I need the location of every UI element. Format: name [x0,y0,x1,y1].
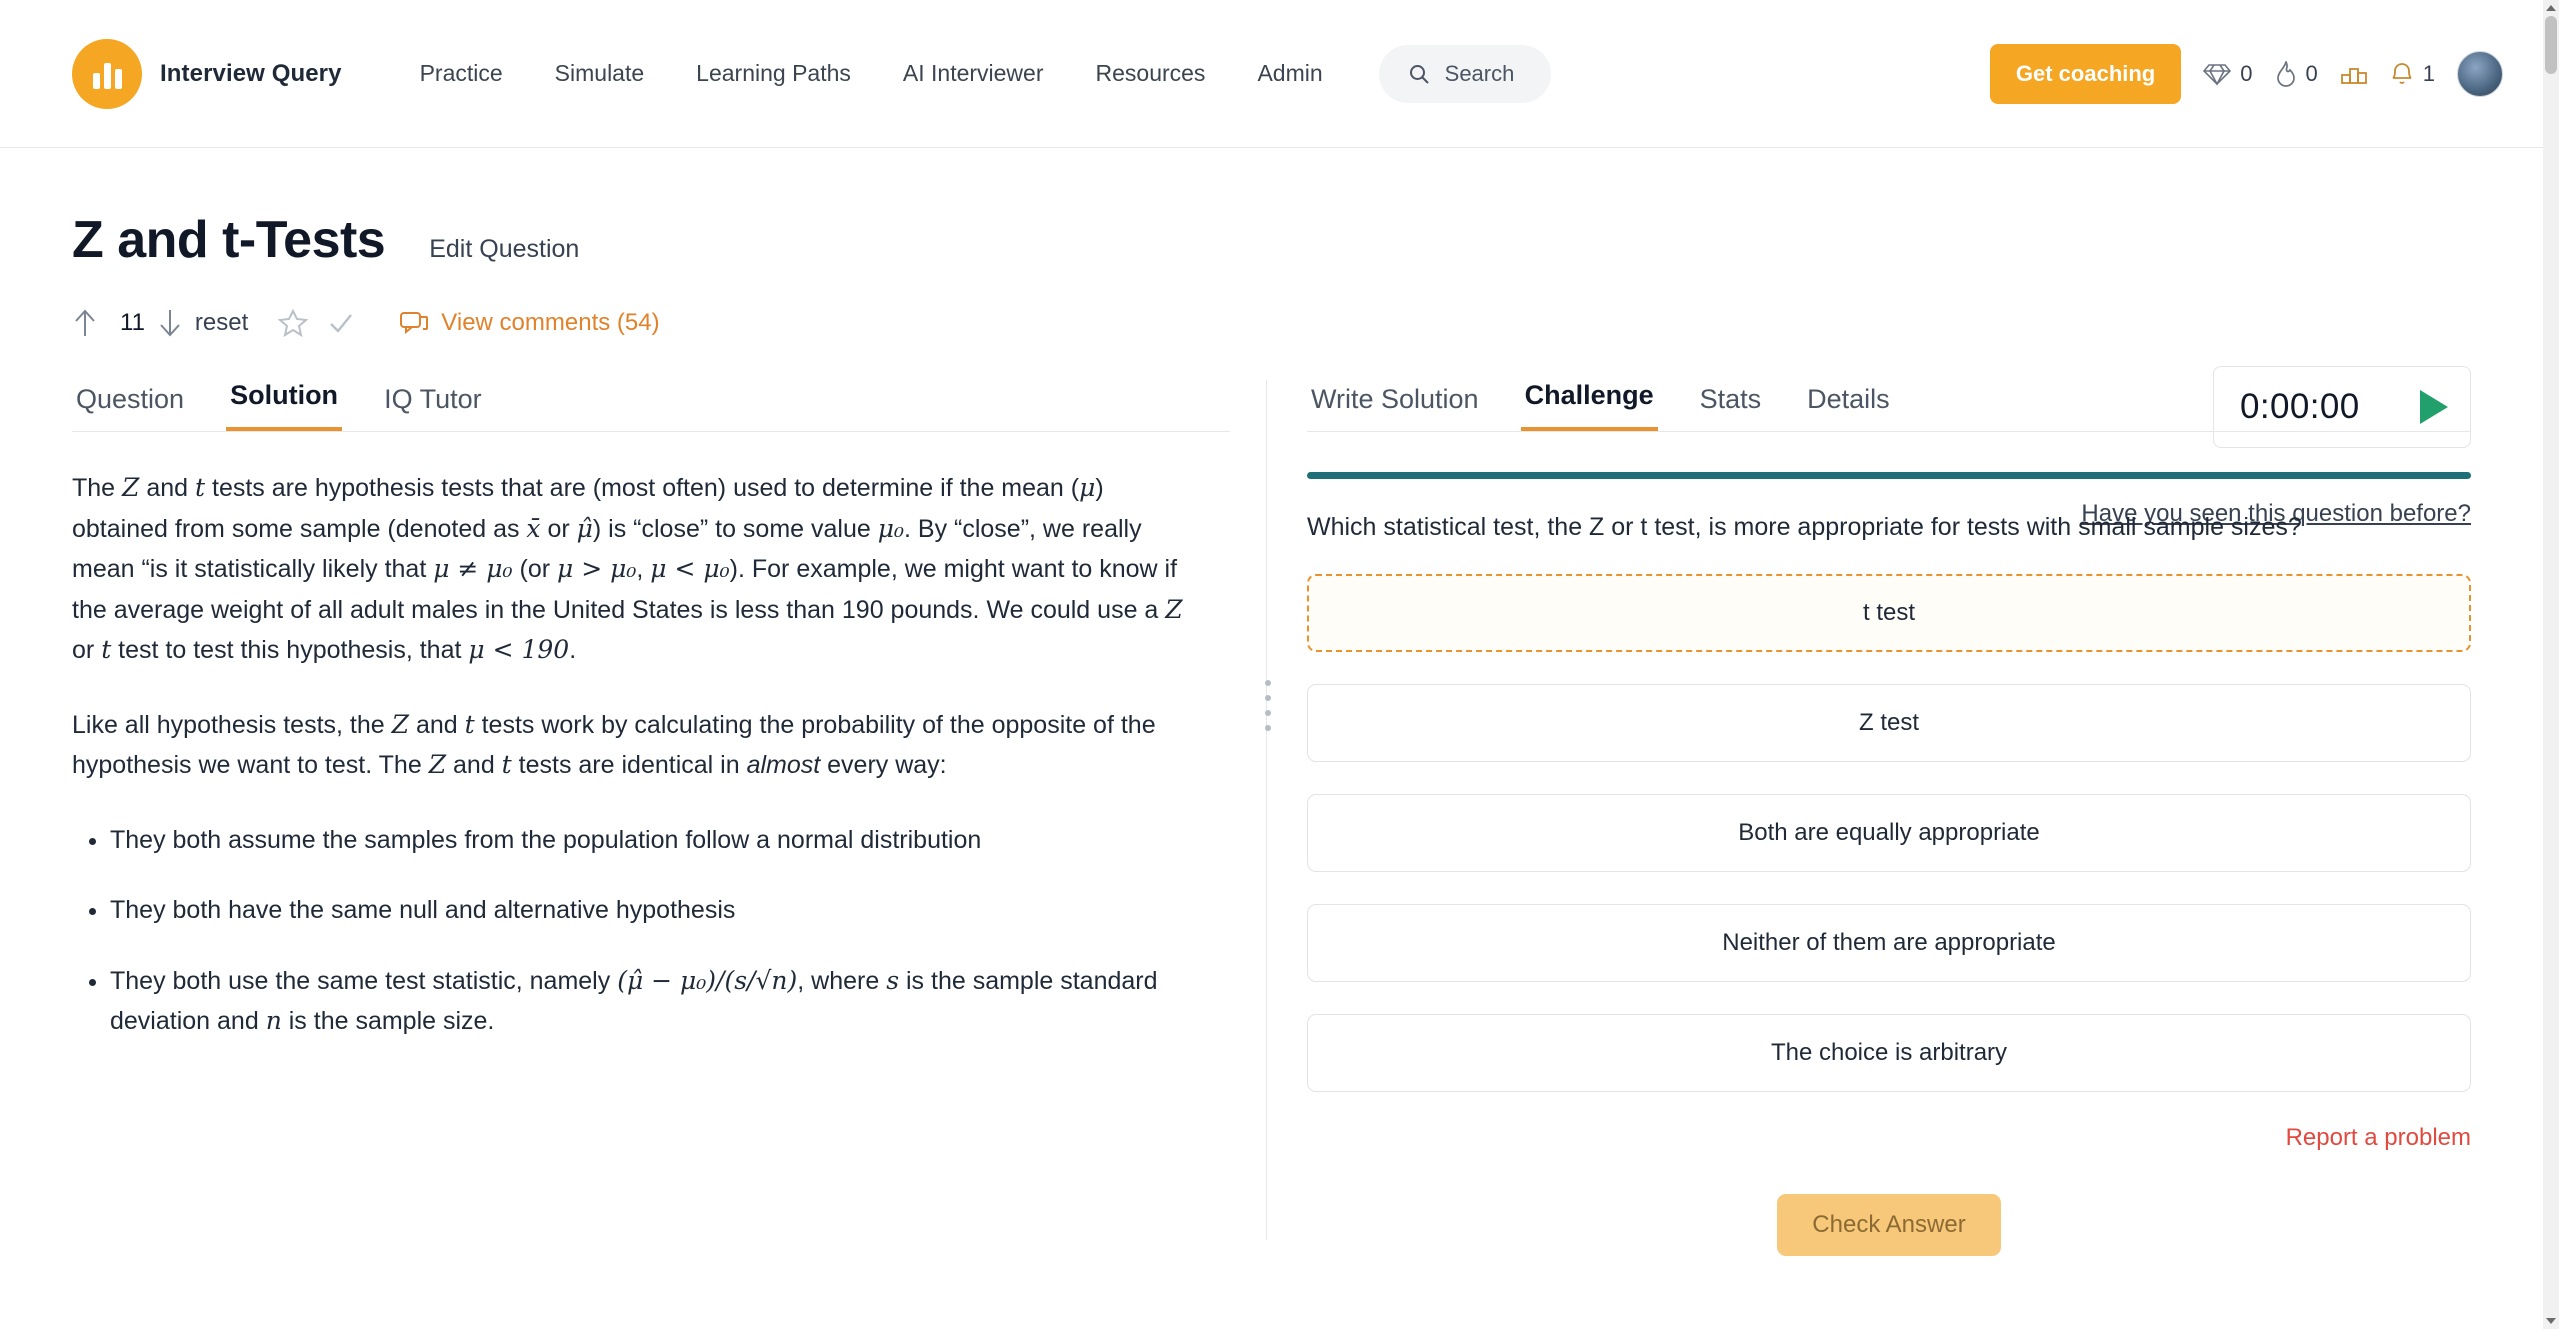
challenge-progress-bar [1307,472,2471,479]
flame-icon [2275,61,2297,87]
challenge-choices [1307,574,2471,1092]
streak-count: 0 [2305,60,2318,86]
brand-name: Interview Query [160,59,342,87]
choice-option-2[interactable]: Z test [1307,684,2471,762]
math-muhat: μ̂ [576,513,593,543]
math-xbar: x̄ [526,513,541,543]
left-tabs [72,380,1230,432]
math-n: n [265,1006,282,1035]
emphasis-almost: almost [746,751,821,779]
user-avatar[interactable] [2457,51,2503,97]
upvote-icon[interactable] [72,308,110,338]
math-t-2: t [101,635,112,664]
star-icon[interactable] [278,308,308,338]
title-row [72,148,2471,270]
check-icon[interactable] [326,308,356,338]
page-title: Z and t-Tests [72,211,386,269]
choice-option-5[interactable]: The choice is arbitrary [1307,1014,2471,1092]
gem-icon [2203,62,2231,86]
report-problem-link[interactable]: Report a problem [2285,1124,2471,1151]
math-z-4: Z [428,750,447,779]
math-mu-lt-mu0: μ < μ₀ [650,554,730,583]
math-mu-lt-190: μ < 190 [468,635,570,664]
tab-solution[interactable]: Solution [226,380,342,431]
math-mu: μ [1079,473,1096,502]
solution-body [72,432,1202,1042]
left-pane [72,380,1267,1240]
vote-count: 11 [120,309,145,336]
math-t: t [195,473,206,502]
page-content [0,148,2543,1329]
edit-question-link[interactable]: Edit Question [429,235,580,263]
list-item: • They both assume the samples from the population follow a normal distribution [110,820,1202,861]
solution-paragraph-2: Like all hypothesis tests, the Z and t tests work by calculating the probability of the opposite of the hypothesis we want to test. The Z and t tests are identical in almost every way: [72,709,1156,779]
scroll-up-icon[interactable] [2546,5,2556,11]
math-z-3: Z [391,709,409,739]
nav-link-resources[interactable]: Resources [1095,60,1206,86]
reset-link[interactable]: reset [194,309,249,336]
math-test-statistic: (μ̂ − μ₀)/(s/√n) [617,965,798,995]
scroll-down-icon[interactable] [2546,1318,2556,1324]
choice-option-4[interactable]: Neither of them are appropriate [1307,904,2471,982]
brand-home-link[interactable] [72,39,342,109]
solution-bullet-list [72,820,1202,1042]
panes [72,380,2471,1240]
tab-stats[interactable]: Stats [1699,384,1762,414]
nav-link-simulate[interactable]: Simulate [554,60,645,86]
podium-icon [2340,61,2368,87]
nav-link-learning-paths[interactable]: Learning Paths [696,60,851,86]
view-comments-link[interactable] [400,309,659,337]
comment-icon [400,311,428,335]
list-item: • They both have the same null and alternative hypothesis [110,890,1202,931]
search-icon [1407,62,1431,86]
nav-link-practice[interactable]: Practice [419,60,503,86]
tab-details[interactable]: Details [1807,384,1890,414]
nav-link-admin[interactable]: Admin [1257,60,1323,86]
tab-challenge[interactable]: Challenge [1521,380,1658,431]
view-comments-label: View comments (54) [441,309,660,336]
bell-icon [2390,61,2414,87]
downvote-icon[interactable] [157,308,195,338]
question-meta-row [72,308,2471,338]
choice-option-1[interactable]: t test [1307,574,2471,652]
streak-counter[interactable] [2275,61,2318,87]
leaderboard-button[interactable] [2340,61,2368,87]
primary-nav [394,50,1349,97]
right-tabs [1307,380,2471,432]
choice-option-3[interactable]: Both are equally appropriate [1307,794,2471,872]
tab-iq-tutor[interactable]: IQ Tutor [384,384,482,414]
tab-question[interactable]: Question [76,384,185,414]
gems-counter[interactable] [2203,61,2252,87]
math-t-4: t [501,750,512,779]
get-coaching-button[interactable]: Get coaching [1990,44,2181,104]
timer-value: 0:00:00 [2240,387,2360,426]
challenge-question: Which statistical test, the Z or t test, is more appropriate for tests with small sample sizes? [1307,513,2302,541]
search-input[interactable] [1379,45,1551,103]
right-pane [1267,380,2471,1240]
solution-paragraph-1: The Z and t tests are hypothesis tests that are (most often) used to determine if the mean (μ) obtained from some sample (denoted as x̄ or μ̂) is “close” to some value μ₀. By “close”, we really mean “is it statistically likely that μ ≠ μ₀ (or μ > μ₀, μ < μ₀). For example, we might want to know if the average weight of all adult males in the United States is less than 190 pounds. We could use a Z or t test to test this hypothesis, that μ < 190. [72,473,1183,664]
math-z-2: Z [1165,594,1183,624]
tab-write-solution[interactable]: Write Solution [1311,384,1479,414]
scroll-thumb[interactable] [2545,16,2557,74]
math-z: Z [122,473,140,502]
nav-link-ai-interviewer[interactable]: AI Interviewer [902,60,1044,86]
page-scrollbar[interactable] [2543,0,2559,1329]
math-mu-neq-mu0: μ ≠ μ₀ [433,554,513,583]
list-item: • They both use the same test statistic, namely (μ̂ − μ₀)/(s/√n), where s is the sample standard deviation and n is the sample size. [110,961,1202,1042]
interview-query-logo-icon [72,39,142,109]
math-mu-gt-mu0: μ > μ₀ [557,554,637,583]
check-answer-button[interactable]: Check Answer [1777,1194,2001,1256]
search-label: Search [1444,60,1515,86]
top-navbar [0,0,2543,148]
math-t-3: t [464,709,475,739]
nav-right-cluster [1990,44,2503,104]
math-mu0: μ₀ [877,513,905,543]
gems-count: 0 [2240,60,2253,86]
math-s: s [886,965,900,995]
notifications-button[interactable] [2390,61,2435,87]
seen-question-before-link[interactable]: Have you seen this question before? [2081,500,2471,527]
notifications-count: 1 [2422,60,2435,86]
